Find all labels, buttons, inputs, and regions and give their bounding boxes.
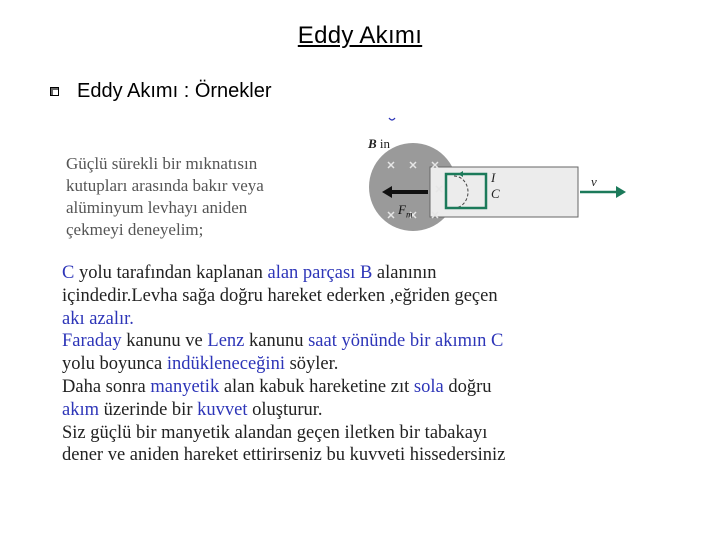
current-label: I xyxy=(491,170,496,185)
paragraph-line xyxy=(62,262,682,285)
highlighted-term: sola xyxy=(413,376,444,397)
intro-line: Güçlü sürekli bir mıknatısın xyxy=(66,154,258,173)
paragraph-text: alanının xyxy=(372,263,437,283)
bullet-text: Eddy Akımı : Örnekler xyxy=(77,80,272,102)
intro-line: kutupları arasında bakır veya xyxy=(66,176,264,195)
top-mark-icon xyxy=(389,118,395,120)
path-c-label: C xyxy=(491,186,500,201)
paragraph-line xyxy=(62,330,682,353)
paragraph-line xyxy=(62,444,682,467)
paragraph-text: kanunu xyxy=(244,331,309,352)
velocity-label: v xyxy=(591,174,597,189)
paragraph-line xyxy=(62,399,682,422)
paragraph-text: doğru xyxy=(443,376,492,397)
b-suffix: in xyxy=(379,136,391,151)
explanation-paragraph xyxy=(62,262,682,467)
paragraph-text: söyler. xyxy=(284,354,339,375)
intro-line: alüminyum levhayı aniden xyxy=(66,198,248,217)
paragraph-text: alan kabuk hareketine zıt xyxy=(219,376,414,397)
b-field-label xyxy=(368,136,390,152)
paragraph-line xyxy=(62,422,682,445)
paragraph-text: içindedir.Levha sağa doğru hareket ederken ,eğriden geçen xyxy=(62,285,498,306)
paragraph-text: Siz güçlü bir manyetik alandan geçen iletken bir tabakayı xyxy=(62,422,488,443)
highlighted-term: akım xyxy=(62,399,99,420)
highlighted-term: Lenz xyxy=(207,331,245,352)
paragraph-line xyxy=(62,353,682,376)
intro-line: çekmeyi deneyelim; xyxy=(66,220,204,239)
slide-title: Eddy Akımı xyxy=(297,22,423,49)
b-label: B xyxy=(368,136,377,151)
eddy-current-figure xyxy=(358,112,638,232)
paragraph-line xyxy=(62,376,682,399)
highlighted-term: alan parçası xyxy=(267,263,356,283)
paragraph-text: oluşturur. xyxy=(247,399,323,420)
highlighted-term: B xyxy=(359,263,373,283)
bullet-item xyxy=(50,80,272,103)
checkbox-bullet-icon xyxy=(50,87,59,96)
paragraph-text: yolu boyunca xyxy=(62,354,167,375)
paragraph-text: yolu tarafından kaplanan xyxy=(74,263,268,283)
paragraph-line xyxy=(62,285,682,308)
highlighted-term: C xyxy=(62,263,75,283)
highlighted-term: akı azalır. xyxy=(62,308,134,329)
paragraph-text: dener ve aniden hareket ettirirseniz bu kuvveti hissedersiniz xyxy=(62,445,506,466)
velocity-arrowhead-icon xyxy=(616,186,626,198)
paragraph-text: kanunu ve xyxy=(121,331,208,352)
f-label: F xyxy=(398,202,406,217)
paragraph-text: üzerinde bir xyxy=(99,399,198,420)
highlighted-term: indükleneceğini xyxy=(166,354,285,375)
highlighted-term: Faraday xyxy=(62,331,122,352)
highlighted-term: kuvvet xyxy=(197,399,248,420)
f-subscript: m xyxy=(405,209,413,220)
highlighted-term: manyetik xyxy=(150,376,220,397)
highlighted-term: saat yönünde bir akımın C xyxy=(308,331,504,352)
paragraph-line xyxy=(62,308,682,331)
paragraph-text: Daha sonra xyxy=(62,376,151,397)
force-label xyxy=(398,202,412,220)
intro-text xyxy=(66,153,356,241)
